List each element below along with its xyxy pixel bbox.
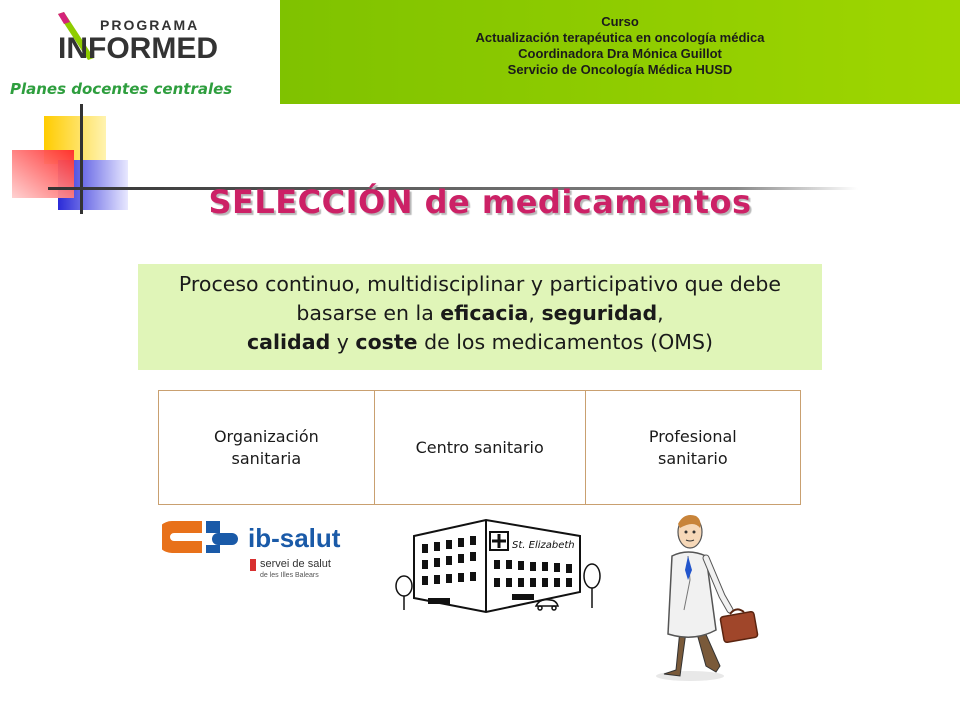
definition-text-1: Proceso continuo, multidisciplinar y participativo que debe basarse en la [178,272,782,325]
table-cell-organizacion: Organización sanitaria [159,391,375,505]
doctor-illustration [650,510,762,682]
definition-sep-1: , [528,301,542,325]
definition-box [138,264,822,370]
definition-bold-seguridad: seguridad [541,301,658,325]
definition-bold-calidad: calidad [247,330,331,354]
hospital-sign: St. Elizabeth [512,540,575,551]
ibsalut-logo [162,515,366,587]
table-cell-profesional: Profesional sanitario [585,391,800,505]
definition-sep-2: , [657,301,664,325]
definition-bold-eficacia: eficacia [440,301,529,325]
definition-text-2: de los medicamentos (OMS) [417,330,713,354]
course-line-4: Servicio de Oncología Médica HUSD [507,62,733,77]
ibsalut-sub2: de les Illes Balears [260,572,319,579]
levels-table [158,390,801,505]
table-row [159,391,801,505]
course-line-3: Coordinadora Dra Mónica Guillot [518,46,722,61]
ibsalut-sub1: servei de salut [260,558,331,570]
logo-main-text: INFORMED [58,32,218,65]
course-line-1: Curso [601,14,639,29]
ibsalut-text: ib-salut [248,523,341,553]
course-line-2: Actualización terapéutica en oncología médica [475,30,765,45]
definition-bold-coste: coste [355,330,418,354]
informed-logo [50,8,230,70]
logo-area [0,0,280,104]
subtitle-planes: Planes docentes centrales [10,80,233,98]
logo-top-text: PROGRAMA [100,17,200,33]
page-title: SELECCIÓN de medicamentos [208,183,752,221]
hospital-illustration [394,514,604,618]
table-cell-centro: Centro sanitario [374,391,585,505]
definition-mid: y [330,330,356,354]
course-banner [280,0,960,104]
